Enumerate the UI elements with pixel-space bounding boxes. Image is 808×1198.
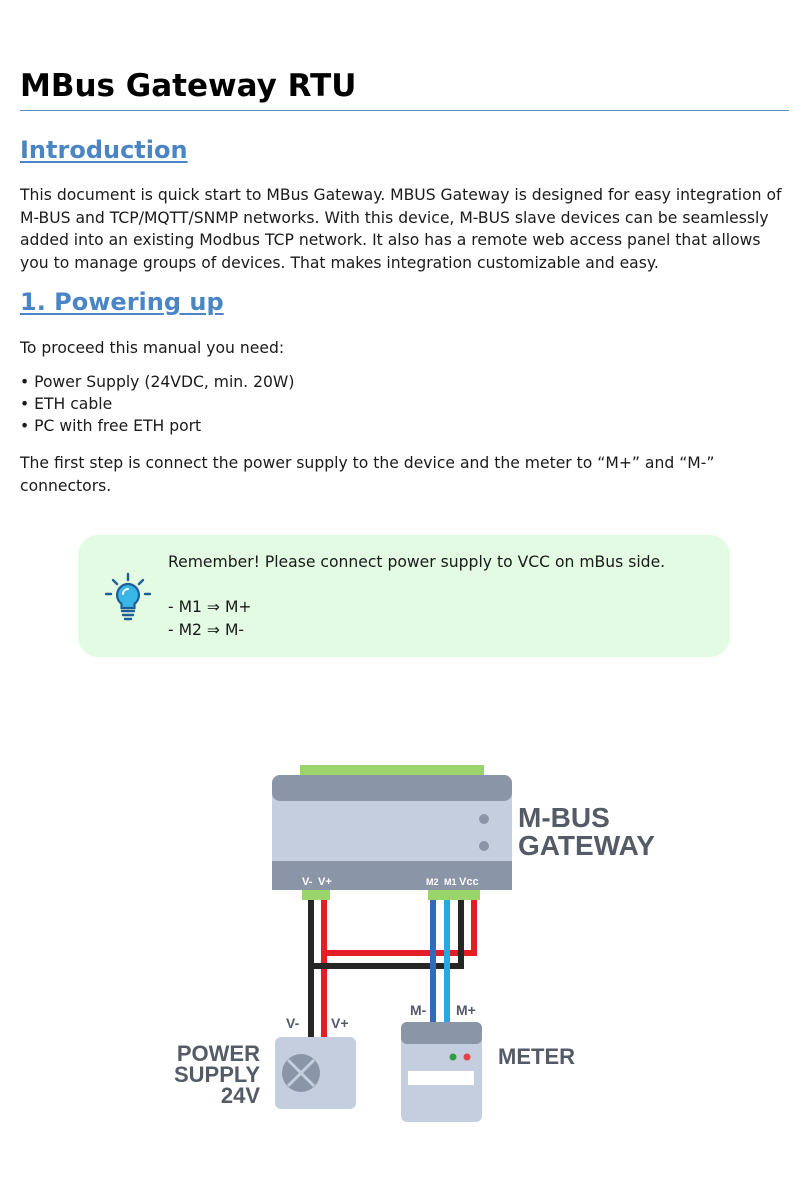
first-step-paragraph: The first step is connect the power supply to the device and the meter to “M+” and “M-” connectors. xyxy=(20,454,715,495)
intro-paragraph: This document is quick start to MBus Gateway. MBUS Gateway is designed for easy integration of M-BUS and TCP/MQTT/SNMP networks. With this device, M-BUS slave devices can be seamlessly added into an existing Modbus TCP network. It also has a remote web access panel that allows you to manage groups of devices. That makes integration customizable and easy. xyxy=(20,186,782,272)
list-item: • ETH cable xyxy=(20,393,294,415)
gateway-led xyxy=(479,841,489,851)
list-item: • Power Supply (24VDC, min. 20W) xyxy=(20,371,294,393)
meter-display xyxy=(408,1071,474,1085)
title-divider xyxy=(20,110,789,111)
introduction-heading[interactable]: Introduction xyxy=(20,136,188,164)
gateway-led xyxy=(479,814,489,824)
meter-led-green xyxy=(450,1054,457,1061)
tip-callout xyxy=(78,535,730,657)
gateway-label-1: M-BUS xyxy=(518,802,610,833)
ps-v-minus-label: V- xyxy=(286,1015,300,1031)
tip-line-1: Remember! Please connect power supply to VCC on mBus side. xyxy=(168,553,666,571)
wire-vcc-red xyxy=(324,900,474,953)
meter-label: METER xyxy=(498,1044,575,1069)
pin-v-minus-label: V- xyxy=(302,876,313,888)
meter-led-red xyxy=(464,1054,471,1061)
meter-top-strip xyxy=(401,1022,482,1044)
requirements-list xyxy=(20,371,294,437)
list-item: • PC with free ETH port xyxy=(20,415,294,437)
wiring-diagram xyxy=(120,715,720,1145)
ps-label-1: POWER xyxy=(176,1041,260,1066)
lightbulb-icon xyxy=(102,571,154,623)
pin-m2-label: M2 xyxy=(426,877,439,887)
meter-m-minus-label: M- xyxy=(410,1002,427,1018)
tip-text xyxy=(168,551,665,641)
tip-line-3: - M2 ⇒ M- xyxy=(168,620,245,639)
gateway-top-strip xyxy=(272,775,512,801)
meter-m-plus-label: M+ xyxy=(456,1002,476,1018)
ps-label-2: SUPPLY xyxy=(173,1062,260,1087)
ps-v-plus-label: V+ xyxy=(331,1015,349,1031)
pin-v-plus-label: V+ xyxy=(318,876,332,888)
gateway-label-2: GATEWAY xyxy=(518,830,655,861)
powering-up-heading[interactable]: 1. Powering up xyxy=(20,288,224,316)
gateway-mbus-terminal xyxy=(428,890,480,900)
pin-vcc-label: Vcc xyxy=(459,876,479,888)
pin-m1-label: M1 xyxy=(444,877,457,887)
ps-label-3: 24V xyxy=(220,1083,260,1108)
wire-ground-black xyxy=(311,900,461,966)
tip-line-2: - M1 ⇒ M+ xyxy=(168,598,252,616)
gateway-power-terminal xyxy=(302,890,330,900)
requirements-intro: To proceed this manual you need: xyxy=(20,339,285,357)
page-title: MBus Gateway RTU xyxy=(20,68,357,104)
